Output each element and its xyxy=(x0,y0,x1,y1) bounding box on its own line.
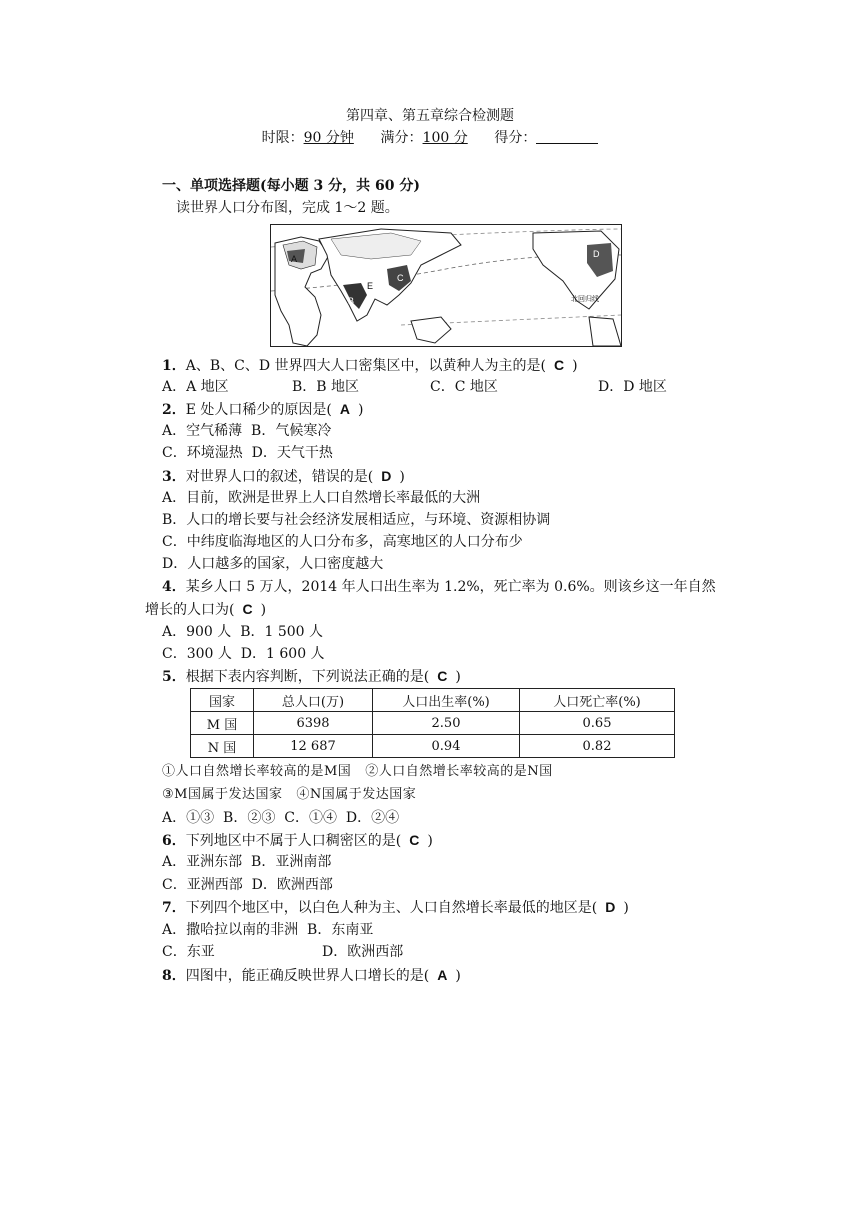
question-3: 3．对世界人口的叙述，错误的是( D ) xyxy=(162,468,405,485)
question-2: 2．E 处人口稀少的原因是( A ) xyxy=(162,401,364,418)
got-label: 得分： xyxy=(494,130,537,146)
question-4: 4．某乡人口 5 万人，2014 年人口出生率为 1.2%，死亡率为 0.6%。则该乡这一年自然 xyxy=(162,579,716,595)
time-value: 90 分钟 xyxy=(303,130,354,146)
q1-option-b: B．B 地区 xyxy=(292,379,360,395)
table-cell: 2.50 xyxy=(373,712,520,735)
table-header-row xyxy=(191,689,675,712)
q5-statements-row2: ③M国属于发达国家 ④N国属于发达国家 xyxy=(162,787,417,802)
map-label-a: A xyxy=(291,254,298,264)
q7-options-row1: A．撒哈拉以南的非洲 B．东南亚 xyxy=(162,922,374,938)
q7-option-d: D．欧洲西部 xyxy=(322,944,404,960)
map-label-b: B xyxy=(348,296,355,306)
table-header: 人口出生率(%) xyxy=(373,689,520,712)
map-label-e: E xyxy=(367,281,374,291)
answer-7: D xyxy=(605,899,616,915)
exam-info xyxy=(0,128,860,148)
answer-2: A xyxy=(339,401,351,417)
world-population-map xyxy=(270,224,622,347)
question-1: 1．A、B、C、D 世界四大人口密集区中，以黄种人为主的是( C ) xyxy=(162,357,578,374)
table-cell: M 国 xyxy=(191,712,254,735)
question-6: 6．下列地区中不属于人口稠密区的是( C ) xyxy=(162,832,433,849)
table-cell: N 国 xyxy=(191,735,254,758)
answer-3: D xyxy=(381,468,392,484)
answer-4: C xyxy=(242,601,253,617)
question-7: 7．下列四个地区中，以白色人种为主、人口自然增长率最低的地区是( D ) xyxy=(162,899,629,916)
q4-options-row2: C．300 人 D．1 600 人 xyxy=(162,646,325,662)
score-value: 100 分 xyxy=(422,130,468,146)
answer-6: C xyxy=(409,832,420,848)
table-header: 人口死亡率(%) xyxy=(520,689,675,712)
page-title: 第四章、第五章综合检测题 xyxy=(346,108,514,124)
q3-option-a: A．目前，欧洲是世界上人口自然增长率最低的大洲 xyxy=(162,490,481,506)
population-table xyxy=(190,688,675,758)
table-header: 总人口(万) xyxy=(254,689,373,712)
q4-options-row1: A．900 人 B．1 500 人 xyxy=(162,624,324,640)
section-intro: 读世界人口分布图，完成 1～2 题。 xyxy=(176,200,399,216)
score-blank[interactable] xyxy=(536,129,598,144)
question-4-cont: 增长的人口为( C ) xyxy=(145,601,267,618)
q1-option-d: D．D 地区 xyxy=(598,379,667,395)
table-cell: 0.65 xyxy=(520,712,675,735)
map-label-c: C xyxy=(397,273,404,283)
time-label: 时限： xyxy=(261,130,304,146)
table-cell: 12 687 xyxy=(254,735,373,758)
q1-option-c: C．C 地区 xyxy=(430,379,498,395)
q2-options-row1: A．空气稀薄 B．气候寒冷 xyxy=(162,423,332,439)
q3-option-b: B．人口的增长要与社会经济发展相适应，与环境、资源相协调 xyxy=(162,512,551,528)
score-label: 满分： xyxy=(380,130,423,146)
map-label-d: D xyxy=(593,249,600,259)
q3-option-d: D．人口越多的国家，人口密度越大 xyxy=(162,556,384,572)
q3-option-c: C．中纬度临海地区的人口分布多，高寒地区的人口分布少 xyxy=(162,534,523,550)
table-row xyxy=(191,735,675,758)
table-cell: 6398 xyxy=(254,712,373,735)
table-cell: 0.82 xyxy=(520,735,675,758)
table-row xyxy=(191,712,675,735)
table-cell: 0.94 xyxy=(373,735,520,758)
answer-8: A xyxy=(437,967,448,983)
question-5: 5．根据下表内容判断，下列说法正确的是( C ) xyxy=(162,668,461,685)
q6-options-row2: C．亚洲西部 D．欧洲西部 xyxy=(162,877,333,893)
section-title: 一、单项选择题(每小题 3 分，共 60 分) xyxy=(162,178,420,194)
q5-options: A．①③ B．②③ C．①④ D．②④ xyxy=(162,810,400,826)
q2-options-row2: C．环境湿热 D．天气干热 xyxy=(162,445,333,461)
q7-option-c: C．东亚 xyxy=(162,944,215,960)
map-region-text: 北回归线 xyxy=(571,295,599,303)
answer-1: C xyxy=(554,357,565,373)
question-8: 8．四图中，能正确反映世界人口增长的是( A ) xyxy=(162,967,461,984)
answer-5: C xyxy=(437,668,448,684)
q5-statements-row1: ①人口自然增长率较高的是M国 ②人口自然增长率较高的是N国 xyxy=(162,764,553,779)
q6-options-row1: A．亚洲东部 B．亚洲南部 xyxy=(162,854,332,870)
q1-option-a: A．A 地区 xyxy=(162,379,229,395)
table-header: 国家 xyxy=(191,689,254,712)
